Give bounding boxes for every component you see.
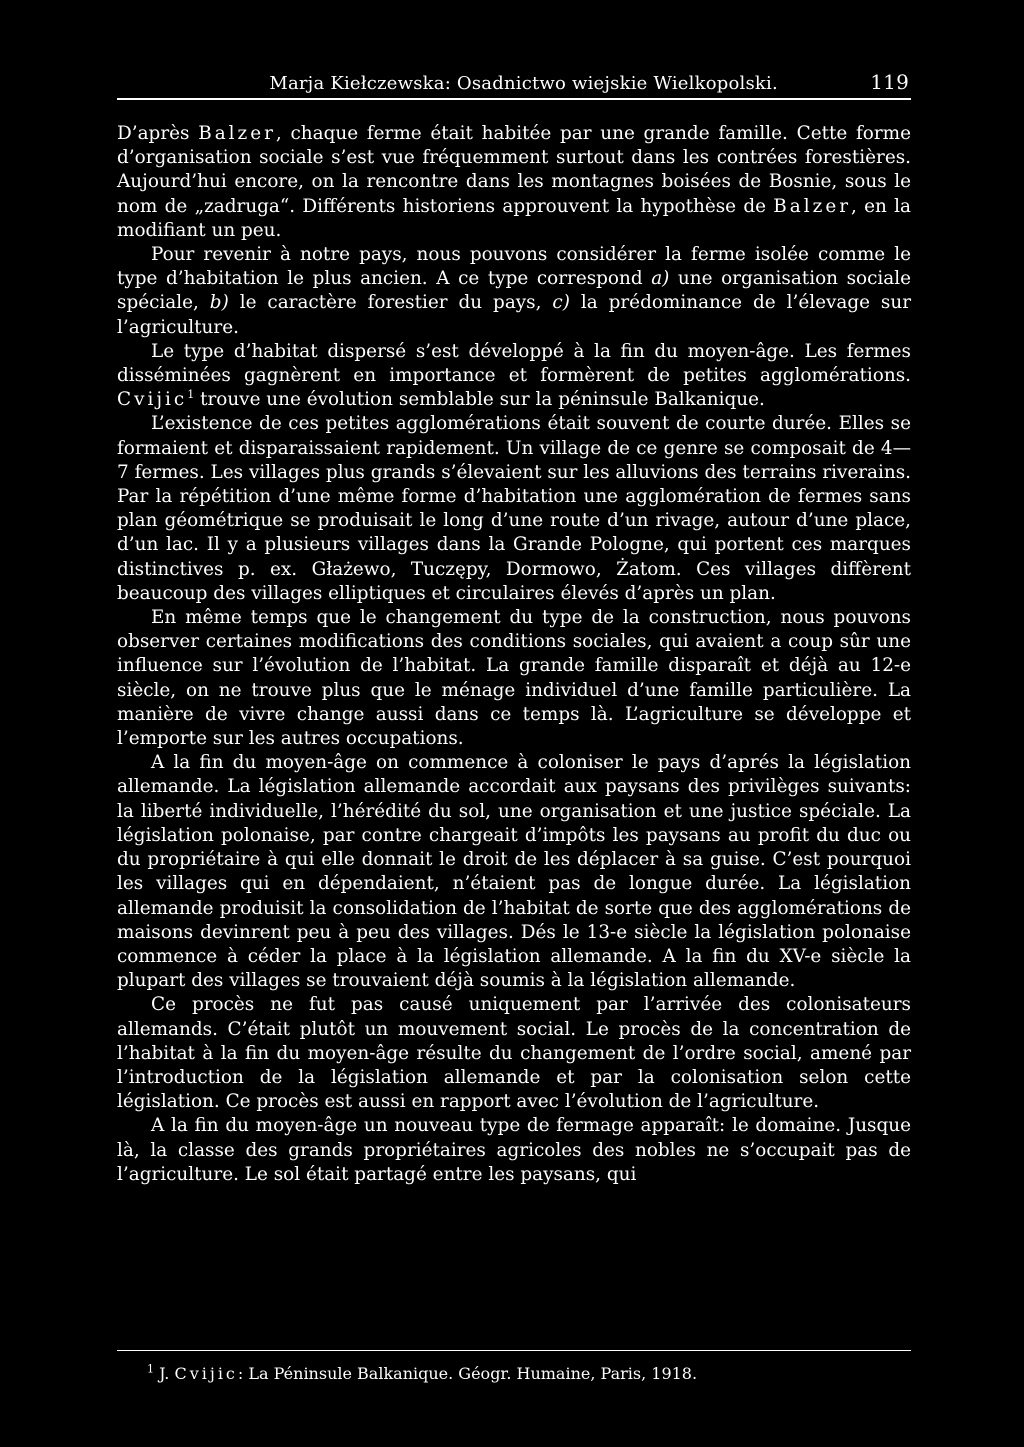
paragraph-7: Ce procès ne fut pas causé uniquement par l’arrivée des colonisateurs allemands. C’était plutôt un mouvement social. Le procès de la concentration de l’habitat à la fin du moyen-âge résulte du changement de l’ordre social, amené par l’introduction de la législation allemande et par la colonisation selon cette législation. Ce procès est aussi en rapport avec l’évolution de l’agriculture. [117,994,911,1113]
author-name: Cvijic [117,389,188,411]
text-run: , en la modifiant un peu. [117,195,911,241]
footnote-text: : La Péninsule Balkanique. Géogr. Humaine, Paris, 1918. [237,1364,698,1383]
text-run: D’après [117,123,199,144]
running-title: Marja Kiełczewska: Osadnictwo wiejskie Wielkopolski. [269,73,778,94]
footnote-author: Cvijic [174,1364,238,1383]
footnote-divider [117,1350,911,1351]
text-run: trouve une évolution semblable sur la péninsule Balkanique. [194,389,765,411]
text-run: le caractère forestier du pays, [228,292,553,314]
page-header [117,58,911,100]
paragraph-2 [117,243,911,340]
text-run: , chaque ferme était habitée par une grande famille. Cette forme d’organisation sociale s’est vue fréquemment surtout dans les contrées forestières. Aujourd’hui encore, on la rencontre dans les montagnes boisées de Bosnie, sous le nom de „zadruga“. Différents historiens approuvent la hypothèse de [117,123,911,217]
text-run: Pour revenir à notre pays, nous pouvons considérer la ferme isolée comme le type d’habitation le plus ancien. A ce type correspond [117,244,911,290]
paragraph-8: A la fin du moyen-âge un nouveau type de fermage apparaît: le domaine. Jusque là, la classe des grands propriétaires agricoles des nobles ne s’occupait pas de l’agriculture. Le sol était partagé entre les paysans, qui [117,1115,911,1185]
author-name: Balzer [198,123,276,144]
paragraph-1 [117,122,911,243]
paragraph-6: A la fin du moyen-âge on commence à coloniser le pays d’aprés la législation allemande. La législation allemande accordait aux paysans des privilèges suivants: la liberté individuelle, l’hérédité du sol, une organisation et une justice spéciale. La législation polonaise, par contre chargeait d’impôts les paysans au profit du duc ou du propriétaire à qui elle donnait le droit de les déplacer à sa guise. C’est pourquoi les villages qui en dépendaient, n’étaient pas de longue durée. La législation allemande produisit la consolidation de l’habitat de sorte que des agglomérations de maisons devinrent peu à peu des villages. Dés le 13-e siècle la législation polonaise commence à céder la place à la législation allemande. A la fin du XV-e siècle la plupart des villages se trouvaient déjà soumis à la législation allemande. [117,752,911,992]
footnote [147,1364,697,1384]
paragraph-3 [117,340,911,413]
paragraph-4: L’existence de ces petites agglomérations était souvent de courte durée. Elles se formaient et disparaissaient rapidement. Un village de ce genre se composait de 4—7 fermes. Les villages plus grands s’élevaient sur les alluvions des terrains riverains. Par la répétition d’une même forme d’habitation une agglomération de fermes sans plan géométrique se produisait le long d’une route d’un rivage, autour d’une place, d’un lac. Il y a plusieurs villages dans la Grande Pologne, qui portent ces marques distinctives p. ex. Głażewo, Tuczępy, Dormowo, Żatom. Ces villages diffèrent beaucoup des villages elliptiques et circulaires élevés d’après un plan. [117,413,911,604]
text-run: la prédominance de l’élevage sur l’agriculture. [117,292,912,338]
body-text [117,122,911,1187]
footnote-marker: 1 [147,1362,154,1376]
document-page [117,58,911,1418]
text-run: Le type d’habitat dispersé s’est développé à la fin du moyen-âge. Les fermes disséminées gagnèrent en importance et formèrent de petites agglomérations. [117,340,911,387]
footnote-author-initial: J. [159,1364,170,1383]
paragraph-5: En même temps que le changement du type de la construction, nous pouvons observer certaines modifications des conditions sociales, qui avaient a coup sûr une influence sur l’évolution de l’habitat. La grande famille disparaît et déjà au 12-e siècle, on ne trouve plus que le ménage individuel d’une famille particulière. La manière de vivre change aussi dans ce temps là. L’agriculture se développe et l’emporte sur les autres occupations. [117,607,911,750]
enumeration-marker: b) [209,292,229,314]
text-run: une organisation sociale spéciale, [117,268,911,314]
page-number: 119 [870,70,909,94]
footnote-reference[interactable]: 1 [187,388,195,402]
enumeration-marker: c) [552,292,570,314]
author-name: Balzer [773,195,851,217]
enumeration-marker: a) [651,268,670,290]
